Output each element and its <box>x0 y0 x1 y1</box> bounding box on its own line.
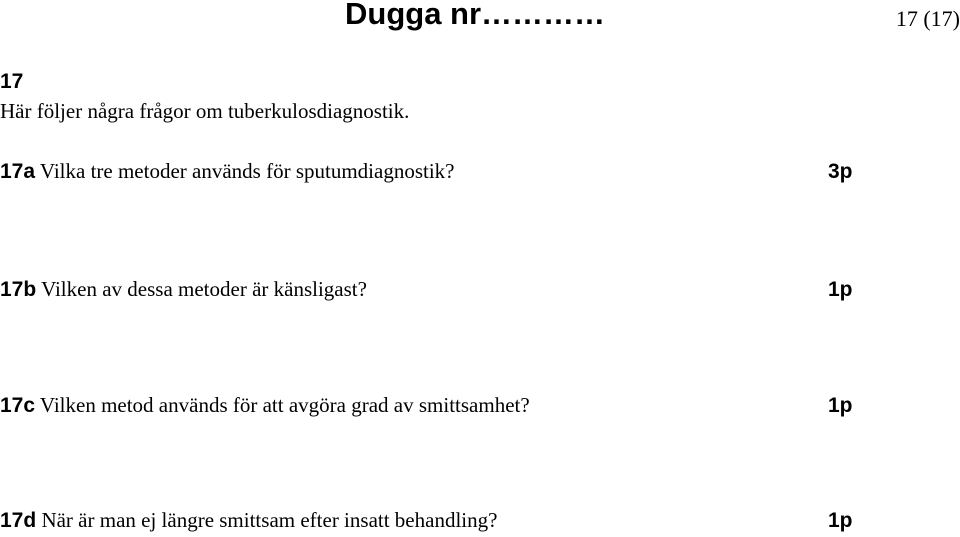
question-id: 17b <box>0 278 37 301</box>
question-text: Vilken metod används för att avgöra grad av smittsamhet? <box>39 393 530 417</box>
question-text: Vilken av dessa metoder är känsligast? <box>41 277 367 301</box>
page-number: 17 (17) <box>895 6 960 31</box>
section-intro: Här följer några frågor om tuberkulosdiagnostik. <box>0 99 410 123</box>
question-17d <box>0 508 497 533</box>
question-text: När är man ej längre smittsam efter insatt behandling? <box>41 508 498 532</box>
question-points: 3p <box>828 160 853 183</box>
question-id: 17d <box>0 509 37 532</box>
question-17c <box>0 393 530 418</box>
question-text: Vilka tre metoder används för sputumdiagnostik? <box>39 159 455 183</box>
section-number: 17 <box>0 70 24 93</box>
question-17a <box>0 159 454 184</box>
page-title: Dugga nr………… <box>345 0 606 31</box>
question-17b <box>0 277 367 302</box>
question-points: 1p <box>828 509 853 532</box>
question-points: 1p <box>828 278 853 301</box>
question-id: 17c <box>0 394 36 417</box>
question-id: 17a <box>0 160 36 183</box>
question-points: 1p <box>828 394 853 417</box>
